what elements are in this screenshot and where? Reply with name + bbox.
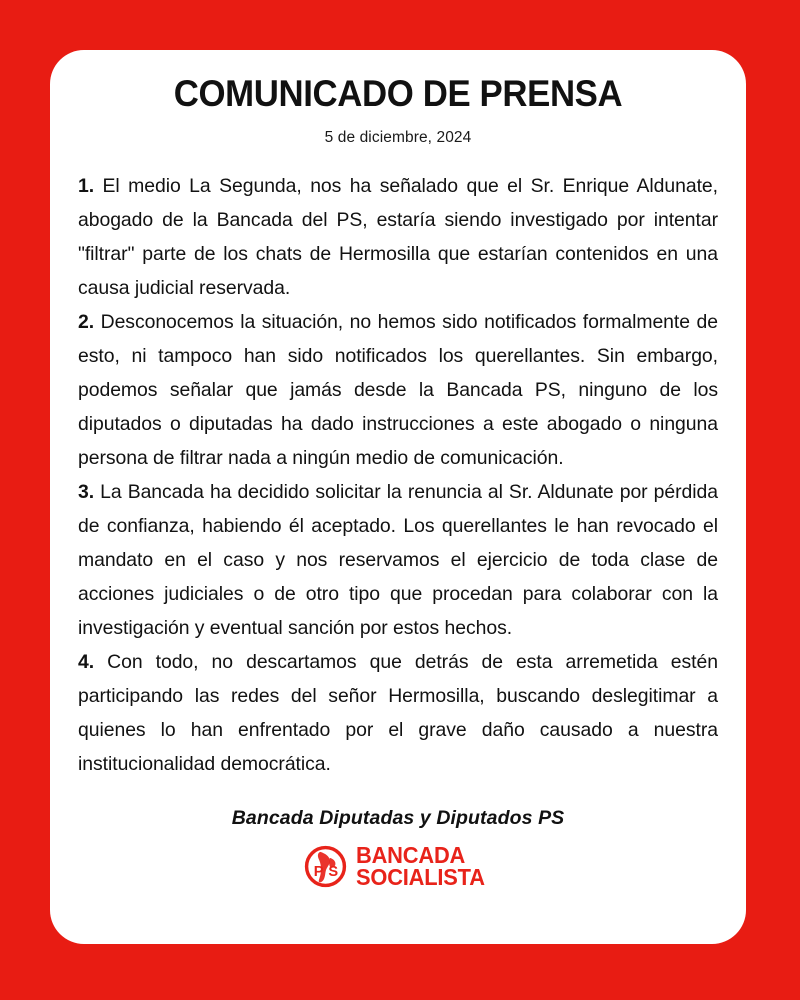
logo-line-1: BANCADA xyxy=(356,841,466,868)
paragraph-text: El medio La Segunda, nos ha señalado que el Sr. Enrique Aldunate, abogado de la Bancada del PS, estaría siendo investigado por intentar "filtrar" parte de los chats de Hermosilla que estarían contenidos en una causa judicial reservada. xyxy=(78,174,718,299)
paragraph-text: Desconocemos la situación, no hemos sido notificados formalmente de esto, ni tampoco han sido notificados los querellantes. Sin embargo, podemos señalar que jamás desde la Bancada PS, ninguno de los diputados o diputadas ha dado instrucciones a este abogado o ninguna persona de filtrar nada a ningún medio de comunicación. xyxy=(78,310,718,469)
paragraph-number: 2. xyxy=(78,310,95,333)
paragraph-number: 4. xyxy=(78,650,95,673)
organization-logo xyxy=(78,830,718,889)
svg-text:S: S xyxy=(328,863,339,880)
ps-circle-emblem-icon xyxy=(304,845,347,888)
statement-body xyxy=(78,147,718,781)
page-title: COMUNICADO DE PRENSA xyxy=(173,73,623,114)
statement-paragraph xyxy=(78,645,718,781)
logo-wordmark xyxy=(356,841,492,891)
paragraph-text: La Bancada ha decidido solicitar la renuncia al Sr. Aldunate por pérdida de confianza, habiendo él aceptado. Los querellantes le han revocado el mandato en el caso y nos reservamos el ejercicio de toda clase de acciones judiciales o de otro tipo que procedan para colaborar con la investigación y eventual sanción por estos hechos. xyxy=(78,480,718,639)
card-content xyxy=(78,50,718,944)
statement-paragraph xyxy=(78,305,718,475)
logo-line-2: SOCIALISTA xyxy=(356,864,486,891)
paragraph-text: Con todo, no descartamos que detrás de esta arremetida estén participando las redes del señor Hermosilla, buscando deslegitimar a quienes lo han enfrentado por el grave daño causado a nuestra institucionalidad democrática. xyxy=(78,650,718,775)
press-release-card xyxy=(50,50,746,944)
svg-text:P: P xyxy=(313,863,324,880)
publication-date: 5 de diciembre, 2024 xyxy=(324,128,472,146)
signature-line: Bancada Diputadas y Diputados PS xyxy=(231,806,565,829)
paragraph-number: 1. xyxy=(78,174,95,197)
paragraph-number: 3. xyxy=(78,480,95,503)
statement-paragraph xyxy=(78,475,718,645)
statement-paragraph xyxy=(78,169,718,305)
